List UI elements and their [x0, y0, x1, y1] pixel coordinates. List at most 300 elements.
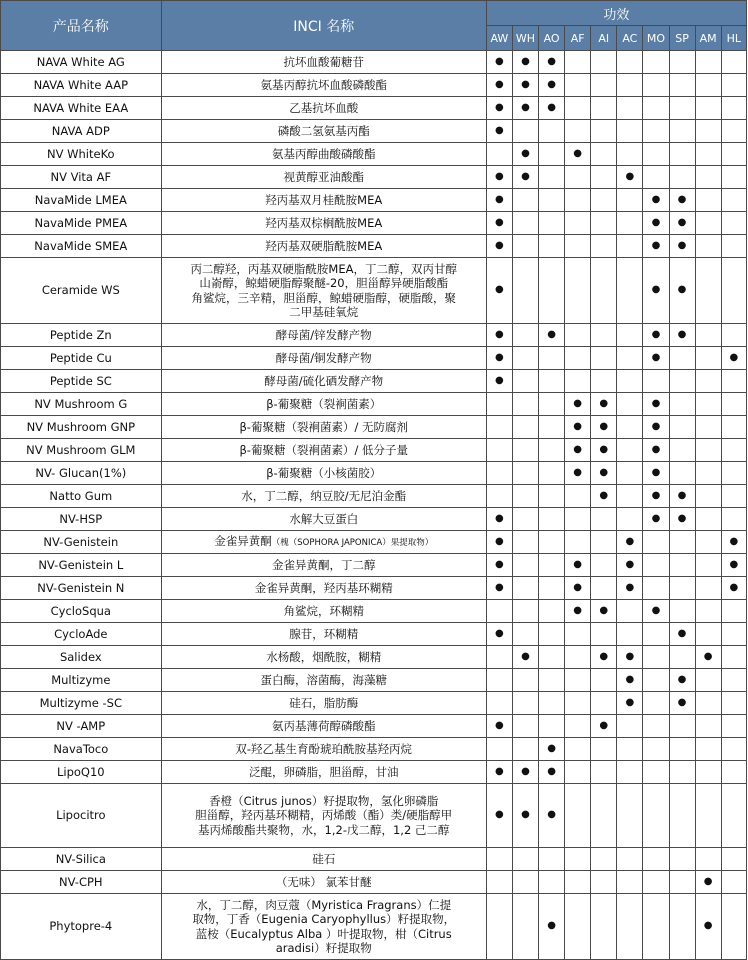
effect-dot-icon: ●: [521, 78, 530, 90]
effect-dot-icon: ●: [703, 650, 713, 662]
effect-cell-ao: [539, 715, 565, 738]
effect-dot-icon: ●: [651, 420, 661, 432]
effect-dot-icon: ●: [599, 604, 609, 616]
effect-cell-ac: [617, 669, 643, 692]
effect-cell-mo: [643, 715, 669, 738]
table-row: [1, 871, 747, 894]
effect-cell-ai: [591, 554, 617, 577]
effect-cell-mo: [643, 871, 669, 894]
inci-name-cell: 酵母菌/铜发酵产物: [161, 347, 486, 370]
effect-cell-sp: [669, 416, 695, 439]
effect-cell-wh: [512, 646, 538, 669]
effect-cell-ac: [617, 143, 643, 166]
effect-cell-ao: [539, 370, 565, 393]
effect-cell-am: [695, 166, 721, 189]
effect-cell-mo: [643, 600, 669, 623]
table-row: [1, 669, 747, 692]
effect-cell-af: [565, 166, 591, 189]
inci-name-cell: 抗坏血酸葡糖苷: [161, 51, 486, 74]
effect-dot-icon: ●: [651, 489, 661, 501]
effect-cell-aw: [486, 871, 512, 894]
inci-name-cell: 水解大豆蛋白: [161, 508, 486, 531]
effect-cell-mo: [643, 646, 669, 669]
effect-cell-ao: [539, 416, 565, 439]
inci-name-cell: 氨基丙醇曲酸磷酸酯: [161, 143, 486, 166]
effect-cell-ao: [539, 761, 565, 784]
effect-cell-ao: [539, 669, 565, 692]
effect-cell-aw: [486, 51, 512, 74]
effect-cell-ao: [539, 848, 565, 871]
effect-cell-am: [695, 51, 721, 74]
table-row: [1, 189, 747, 212]
effect-cell-am: [695, 692, 721, 715]
effect-cell-ai: [591, 97, 617, 120]
effect-dot-icon: ●: [547, 78, 556, 90]
product-name-cell: NV- Glucan(1%): [1, 462, 162, 485]
effect-cell-sp: [669, 646, 695, 669]
effect-cell-mo: [643, 692, 669, 715]
table-row: [1, 600, 747, 623]
effect-cell-hl: [721, 416, 746, 439]
effect-cell-hl: [721, 189, 746, 212]
effect-dot-icon: ●: [495, 170, 504, 182]
effect-cell-ao: [539, 485, 565, 508]
effect-dot-icon: ●: [547, 765, 556, 777]
product-name-cell: Phytopre-4: [1, 894, 162, 960]
inci-name-cell: 腺苷，环糊精: [161, 623, 486, 646]
effect-cell-ac: [617, 189, 643, 212]
table-row: [1, 120, 747, 143]
effect-cell-am: [695, 370, 721, 393]
effect-cell-ao: [539, 439, 565, 462]
effect-cell-af: [565, 416, 591, 439]
inci-name-cell: 硅石，脂肪酶: [161, 692, 486, 715]
effect-cell-wh: [512, 508, 538, 531]
inci-name-cell: 氨丙基薄荷醇磷酸酯: [161, 715, 486, 738]
effect-cell-aw: [486, 439, 512, 462]
effect-cell-ao: [539, 189, 565, 212]
effect-dot-icon: ●: [495, 374, 504, 386]
effect-cell-aw: [486, 669, 512, 692]
effect-cell-af: [565, 324, 591, 347]
effect-cell-af: [565, 623, 591, 646]
product-name-cell: NV-Silica: [1, 848, 162, 871]
effect-cell-aw: [486, 554, 512, 577]
effect-dot-icon: ●: [495, 193, 504, 205]
header-effect-ai: AI: [591, 26, 617, 51]
effect-dot-icon: ●: [495, 124, 504, 136]
effect-cell-af: [565, 485, 591, 508]
effect-cell-ao: [539, 462, 565, 485]
product-name-cell: LipoQ10: [1, 761, 162, 784]
inci-name-cell: 蛋白酶，溶菌酶，海藻糖: [161, 669, 486, 692]
effect-cell-am: [695, 715, 721, 738]
effect-dot-icon: ●: [547, 101, 556, 113]
effect-cell-aw: [486, 784, 512, 848]
effect-cell-hl: [721, 623, 746, 646]
effect-cell-ai: [591, 258, 617, 324]
effect-cell-hl: [721, 738, 746, 761]
inci-name-cell: β-葡聚糖（裂裥菌素）: [161, 393, 486, 416]
effect-cell-hl: [721, 485, 746, 508]
header-effect-ao: AO: [539, 26, 565, 51]
effect-cell-aw: [486, 848, 512, 871]
product-name-cell: Salidex: [1, 646, 162, 669]
effect-cell-hl: [721, 669, 746, 692]
table-header: [1, 1, 747, 51]
effect-dot-icon: ●: [625, 535, 635, 547]
header-product-name: 产品名称: [1, 1, 162, 51]
effect-cell-wh: [512, 370, 538, 393]
effect-dot-icon: ●: [729, 351, 739, 363]
effect-dot-icon: ●: [677, 193, 687, 205]
effect-cell-aw: [486, 485, 512, 508]
effect-cell-hl: [721, 120, 746, 143]
effect-cell-am: [695, 508, 721, 531]
effect-cell-wh: [512, 761, 538, 784]
effect-cell-hl: [721, 577, 746, 600]
effect-cell-mo: [643, 761, 669, 784]
effect-cell-aw: [486, 235, 512, 258]
effect-cell-af: [565, 143, 591, 166]
effect-cell-ac: [617, 761, 643, 784]
inci-name-cell: 双-羟乙基生育酚琥珀酰胺基羟丙烷: [161, 738, 486, 761]
effect-cell-ai: [591, 485, 617, 508]
effect-cell-ao: [539, 166, 565, 189]
product-name-cell: Natto Gum: [1, 485, 162, 508]
effect-cell-wh: [512, 416, 538, 439]
effect-cell-sp: [669, 258, 695, 324]
effect-cell-ao: [539, 347, 565, 370]
effect-cell-sp: [669, 531, 695, 554]
effect-cell-af: [565, 258, 591, 324]
effect-cell-mo: [643, 189, 669, 212]
effect-cell-sp: [669, 784, 695, 848]
product-name-cell: NV WhiteKo: [1, 143, 162, 166]
effect-cell-aw: [486, 120, 512, 143]
inci-name-cell: β-葡聚糖（裂裥菌素）/ 低分子量: [161, 439, 486, 462]
effect-cell-sp: [669, 370, 695, 393]
effect-cell-af: [565, 74, 591, 97]
effect-cell-am: [695, 189, 721, 212]
effect-cell-mo: [643, 143, 669, 166]
effect-dot-icon: ●: [599, 420, 609, 432]
effect-dot-icon: ●: [677, 673, 687, 685]
effect-cell-af: [565, 871, 591, 894]
table-row: [1, 370, 747, 393]
effect-cell-am: [695, 462, 721, 485]
effect-cell-ao: [539, 531, 565, 554]
effect-cell-aw: [486, 324, 512, 347]
product-name-cell: NAVA ADP: [1, 120, 162, 143]
effect-cell-hl: [721, 324, 746, 347]
effect-cell-aw: [486, 212, 512, 235]
effect-cell-am: [695, 871, 721, 894]
effect-cell-sp: [669, 738, 695, 761]
effect-cell-af: [565, 393, 591, 416]
effect-cell-mo: [643, 531, 669, 554]
effect-cell-sp: [669, 347, 695, 370]
product-name-cell: NV-CPH: [1, 871, 162, 894]
effect-cell-am: [695, 74, 721, 97]
effect-cell-ao: [539, 212, 565, 235]
effect-cell-ao: [539, 508, 565, 531]
effect-dot-icon: ●: [677, 696, 687, 708]
effect-dot-icon: ●: [651, 239, 661, 251]
effect-cell-wh: [512, 143, 538, 166]
effect-cell-aw: [486, 761, 512, 784]
effect-dot-icon: ●: [495, 351, 504, 363]
effect-cell-wh: [512, 669, 538, 692]
effect-cell-aw: [486, 258, 512, 324]
effect-cell-am: [695, 439, 721, 462]
effect-cell-ao: [539, 894, 565, 960]
effect-cell-hl: [721, 531, 746, 554]
table-row: [1, 738, 747, 761]
effect-dot-icon: ●: [521, 809, 530, 821]
effect-cell-ai: [591, 462, 617, 485]
effect-cell-ai: [591, 623, 617, 646]
effect-dot-icon: ●: [625, 170, 635, 182]
effect-dot-icon: ●: [495, 809, 504, 821]
effect-cell-hl: [721, 848, 746, 871]
effect-cell-ai: [591, 669, 617, 692]
effect-cell-af: [565, 347, 591, 370]
effect-dot-icon: ●: [599, 397, 609, 409]
effect-cell-sp: [669, 508, 695, 531]
effect-cell-am: [695, 554, 721, 577]
table-row: [1, 894, 747, 960]
effect-cell-ai: [591, 508, 617, 531]
effect-dot-icon: ●: [599, 489, 609, 501]
product-name-cell: NV-Genistein: [1, 531, 162, 554]
effect-cell-ac: [617, 894, 643, 960]
effect-dot-icon: ●: [651, 351, 661, 363]
effect-cell-am: [695, 485, 721, 508]
effect-cell-wh: [512, 577, 538, 600]
effect-cell-aw: [486, 189, 512, 212]
effect-cell-wh: [512, 51, 538, 74]
effect-dot-icon: ●: [573, 604, 583, 616]
effect-cell-aw: [486, 646, 512, 669]
effect-cell-am: [695, 738, 721, 761]
product-name-cell: NAVA White AG: [1, 51, 162, 74]
effect-cell-sp: [669, 393, 695, 416]
effect-dot-icon: ●: [677, 512, 687, 524]
effect-dot-icon: ●: [521, 765, 530, 777]
effect-cell-ao: [539, 74, 565, 97]
effect-cell-wh: [512, 462, 538, 485]
effect-cell-mo: [643, 347, 669, 370]
header-effect-am: AM: [695, 26, 721, 51]
effect-cell-ac: [617, 120, 643, 143]
effect-cell-ac: [617, 370, 643, 393]
effect-dot-icon: ●: [729, 558, 739, 570]
effect-cell-aw: [486, 370, 512, 393]
effect-cell-am: [695, 894, 721, 960]
effect-cell-wh: [512, 738, 538, 761]
effect-cell-ai: [591, 393, 617, 416]
effect-cell-hl: [721, 715, 746, 738]
inci-name-cell: 羟丙基双硬脂酰胺MEA: [161, 235, 486, 258]
effect-cell-ac: [617, 871, 643, 894]
effect-cell-mo: [643, 784, 669, 848]
header-effect-sp: SP: [669, 26, 695, 51]
effect-cell-ac: [617, 74, 643, 97]
effect-cell-mo: [643, 623, 669, 646]
product-name-cell: NV-HSP: [1, 508, 162, 531]
inci-name-cell: 水，丁二醇，肉豆蔻（Myristica Fragrans）仁提 取物，丁香（Eugenia Caryophyllus）籽提取物， 蓝桉（Eucalyptus Alba ）叶提取物，柑（Citrus aradisi）籽提取物: [161, 894, 486, 960]
effect-cell-ao: [539, 51, 565, 74]
effect-cell-aw: [486, 393, 512, 416]
effect-dot-icon: ●: [625, 558, 635, 570]
effect-cell-sp: [669, 120, 695, 143]
effect-cell-am: [695, 97, 721, 120]
product-name-cell: Multizyme: [1, 669, 162, 692]
effect-cell-aw: [486, 462, 512, 485]
effect-dot-icon: ●: [495, 581, 504, 593]
table-row: [1, 439, 747, 462]
product-name-cell: Ceramide WS: [1, 258, 162, 324]
effect-cell-wh: [512, 258, 538, 324]
effect-cell-af: [565, 554, 591, 577]
effect-cell-ao: [539, 324, 565, 347]
effect-cell-hl: [721, 600, 746, 623]
inci-name-cell: （无味） 氯苯甘醚: [161, 871, 486, 894]
effect-cell-ao: [539, 235, 565, 258]
effect-cell-ao: [539, 623, 565, 646]
effect-dot-icon: ●: [729, 535, 739, 547]
effect-cell-hl: [721, 761, 746, 784]
effect-cell-af: [565, 848, 591, 871]
effect-cell-sp: [669, 235, 695, 258]
effect-cell-ai: [591, 577, 617, 600]
effect-cell-ac: [617, 600, 643, 623]
effect-cell-aw: [486, 692, 512, 715]
product-name-cell: NV Mushroom GNP: [1, 416, 162, 439]
effect-dot-icon: ●: [651, 216, 661, 228]
effect-cell-wh: [512, 120, 538, 143]
table-row: [1, 848, 747, 871]
effect-cell-ao: [539, 738, 565, 761]
effect-cell-mo: [643, 577, 669, 600]
effect-cell-ac: [617, 848, 643, 871]
effect-cell-ai: [591, 784, 617, 848]
effect-cell-aw: [486, 508, 512, 531]
effect-cell-af: [565, 212, 591, 235]
effect-dot-icon: ●: [625, 696, 635, 708]
effect-dot-icon: ●: [703, 875, 713, 887]
header-effect-ac: AC: [617, 26, 643, 51]
effect-cell-af: [565, 531, 591, 554]
effect-cell-am: [695, 646, 721, 669]
effect-cell-sp: [669, 485, 695, 508]
effect-cell-sp: [669, 692, 695, 715]
inci-name-cell: 磷酸二氢氨基丙酯: [161, 120, 486, 143]
effect-cell-mo: [643, 235, 669, 258]
effect-cell-af: [565, 894, 591, 960]
effect-cell-af: [565, 51, 591, 74]
effect-cell-mo: [643, 393, 669, 416]
effect-dot-icon: ●: [625, 673, 635, 685]
inci-name-cell: 金雀异黄酮，丁二醇: [161, 554, 486, 577]
effect-dot-icon: ●: [547, 920, 556, 932]
effect-cell-sp: [669, 669, 695, 692]
effect-cell-sp: [669, 848, 695, 871]
effect-cell-ac: [617, 235, 643, 258]
effect-dot-icon: ●: [625, 650, 635, 662]
effect-cell-hl: [721, 894, 746, 960]
product-name-cell: Peptide Cu: [1, 347, 162, 370]
effect-cell-hl: [721, 462, 746, 485]
effect-cell-aw: [486, 531, 512, 554]
effect-cell-ao: [539, 784, 565, 848]
effect-cell-ai: [591, 235, 617, 258]
effect-cell-hl: [721, 51, 746, 74]
effect-cell-af: [565, 669, 591, 692]
inci-name-cell: 酵母菌/锌发酵产物: [161, 324, 486, 347]
effect-cell-am: [695, 120, 721, 143]
effect-dot-icon: ●: [521, 101, 530, 113]
effect-cell-ai: [591, 871, 617, 894]
effect-dot-icon: ●: [495, 284, 504, 296]
effect-cell-ac: [617, 258, 643, 324]
effect-dot-icon: ●: [677, 216, 687, 228]
effect-cell-ao: [539, 692, 565, 715]
effect-cell-ai: [591, 646, 617, 669]
effect-dot-icon: ●: [599, 466, 609, 478]
effect-dot-icon: ●: [677, 284, 687, 296]
effect-cell-am: [695, 212, 721, 235]
product-name-cell: NavaMide SMEA: [1, 235, 162, 258]
table-row: [1, 462, 747, 485]
effect-cell-aw: [486, 894, 512, 960]
effect-cell-ac: [617, 324, 643, 347]
effect-cell-mo: [643, 439, 669, 462]
effect-cell-mo: [643, 51, 669, 74]
effect-cell-mo: [643, 74, 669, 97]
effect-dot-icon: ●: [521, 170, 530, 182]
effect-cell-ai: [591, 894, 617, 960]
effect-cell-sp: [669, 324, 695, 347]
effect-cell-ai: [591, 120, 617, 143]
effect-cell-ao: [539, 577, 565, 600]
effect-cell-hl: [721, 258, 746, 324]
effect-cell-mo: [643, 324, 669, 347]
inci-name-cell: 泛醌，卵磷脂，胆甾醇，甘油: [161, 761, 486, 784]
product-name-cell: NV -AMP: [1, 715, 162, 738]
table-row: [1, 324, 747, 347]
effect-cell-am: [695, 761, 721, 784]
effect-cell-wh: [512, 97, 538, 120]
effect-cell-aw: [486, 97, 512, 120]
effect-cell-af: [565, 692, 591, 715]
effect-cell-ai: [591, 324, 617, 347]
product-name-cell: Lipocitro: [1, 784, 162, 848]
inci-note: （槐（SOPHORA JAPONICA）果提取物）: [271, 537, 434, 548]
effect-cell-hl: [721, 74, 746, 97]
effect-cell-af: [565, 577, 591, 600]
effect-cell-am: [695, 347, 721, 370]
effect-cell-am: [695, 600, 721, 623]
inci-name-cell: β-葡聚糖（裂裥菌素）/ 无防腐剂: [161, 416, 486, 439]
effect-cell-sp: [669, 189, 695, 212]
effect-cell-ac: [617, 347, 643, 370]
effect-cell-am: [695, 577, 721, 600]
effect-dot-icon: ●: [521, 147, 530, 159]
effect-dot-icon: ●: [573, 397, 583, 409]
effect-cell-ai: [591, 143, 617, 166]
